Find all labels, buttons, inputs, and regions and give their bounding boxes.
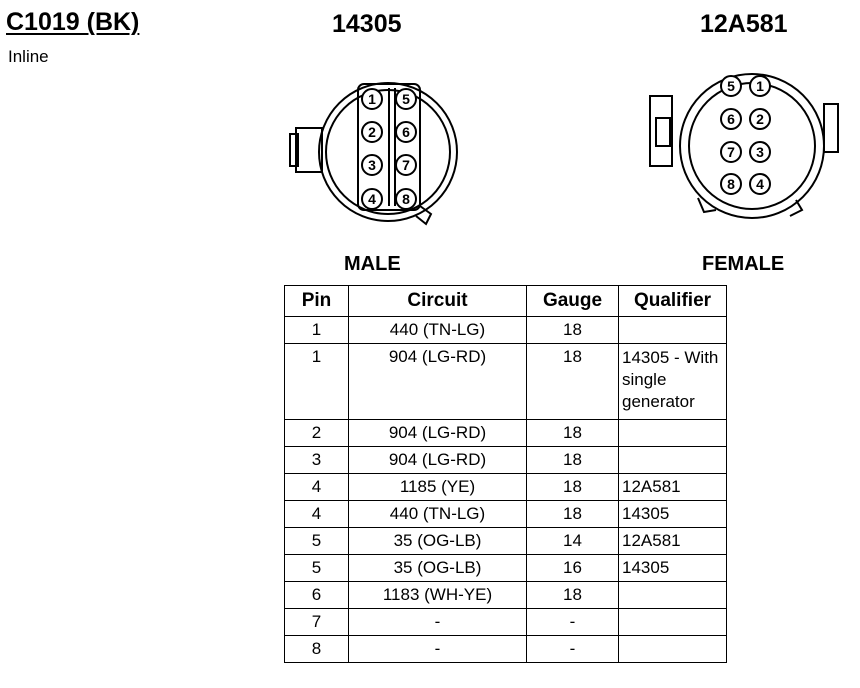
gauge-cell: 18: [527, 501, 619, 528]
qualifier-cell: 12A581: [619, 528, 727, 555]
circuit-cell: 904 (LG-RD): [349, 447, 527, 474]
male-pin-number: 7: [402, 157, 410, 173]
male-pin-number: 2: [368, 124, 376, 140]
qualifier-cell: 14305 - With single generator: [619, 344, 727, 420]
table-row: [285, 528, 727, 555]
table-row: [285, 582, 727, 609]
gauge-cell: 14: [527, 528, 619, 555]
pin-cell: 4: [285, 501, 349, 528]
gauge-cell: 18: [527, 582, 619, 609]
circuit-cell: 904 (LG-RD): [349, 420, 527, 447]
pinout-table: [284, 285, 727, 663]
gauge-cell: 18: [527, 474, 619, 501]
table-header-row: [285, 286, 727, 317]
female-pin-number: 3: [756, 144, 764, 160]
male-pin-number: 6: [402, 124, 410, 140]
qualifier-cell: 14305: [619, 555, 727, 582]
qualifier-cell: [619, 447, 727, 474]
qualifier-cell: 12A581: [619, 474, 727, 501]
table-row: [285, 555, 727, 582]
pin-cell: 7: [285, 609, 349, 636]
female-part-number: 12A581: [700, 10, 788, 38]
gauge-cell: 16: [527, 555, 619, 582]
circuit-cell: 35 (OG-LB): [349, 528, 527, 555]
qualifier-cell: [619, 317, 727, 344]
male-pin-number: 8: [402, 191, 410, 207]
female-pin-number: 8: [727, 176, 735, 192]
pin-cell: 5: [285, 555, 349, 582]
circuit-cell: 1183 (WH-YE): [349, 582, 527, 609]
female-pin-number: 5: [727, 78, 735, 94]
circuit-cell: 904 (LG-RD): [349, 344, 527, 420]
table-row: [285, 609, 727, 636]
pin-cell: 1: [285, 344, 349, 420]
pin-cell: 4: [285, 474, 349, 501]
header-gauge: Gauge: [527, 286, 619, 317]
connector-location: Inline: [8, 47, 49, 66]
female-connector-diagram: [646, 60, 846, 230]
female-pin-number: 1: [756, 78, 764, 94]
table-row: [285, 317, 727, 344]
circuit-cell: 35 (OG-LB): [349, 555, 527, 582]
table-row: [285, 447, 727, 474]
pin-cell: 2: [285, 420, 349, 447]
male-pin-number: 4: [368, 191, 376, 207]
circuit-cell: 440 (TN-LG): [349, 317, 527, 344]
header-pin: Pin: [285, 286, 349, 317]
female-pin-number: 6: [727, 111, 735, 127]
table-row: [285, 501, 727, 528]
female-pin-number: 7: [727, 144, 735, 160]
female-pin-number: 2: [756, 111, 764, 127]
pin-cell: 8: [285, 636, 349, 663]
male-label: MALE: [344, 253, 401, 275]
qualifier-cell: [619, 420, 727, 447]
header-qualifier: Qualifier: [619, 286, 727, 317]
table-row: [285, 636, 727, 663]
table-row: [285, 420, 727, 447]
qualifier-cell: [619, 636, 727, 663]
female-latch-window: [656, 118, 670, 146]
gauge-cell: 18: [527, 317, 619, 344]
pin-cell: 1: [285, 317, 349, 344]
female-key-left: [698, 198, 716, 212]
gauge-cell: 18: [527, 344, 619, 420]
qualifier-cell: 14305: [619, 501, 727, 528]
circuit-cell: 440 (TN-LG): [349, 501, 527, 528]
female-label: FEMALE: [702, 253, 785, 275]
gauge-cell: 18: [527, 447, 619, 474]
gauge-cell: 18: [527, 420, 619, 447]
pin-cell: 6: [285, 582, 349, 609]
female-pin-number: 4: [756, 176, 764, 192]
female-right-tab: [824, 104, 838, 152]
table-row: [285, 344, 727, 420]
circuit-cell: -: [349, 609, 527, 636]
qualifier-cell: [619, 582, 727, 609]
connector-id: C1019 (BK): [6, 8, 140, 36]
gauge-cell: -: [527, 636, 619, 663]
male-pin-number: 5: [402, 91, 410, 107]
table-row: [285, 474, 727, 501]
qualifier-cell: [619, 609, 727, 636]
pin-cell: 3: [285, 447, 349, 474]
pin-cell: 5: [285, 528, 349, 555]
header-circuit: Circuit: [349, 286, 527, 317]
circuit-cell: -: [349, 636, 527, 663]
female-latch: [650, 96, 672, 166]
male-part-number: 14305: [332, 10, 402, 38]
male-pin-number: 3: [368, 157, 376, 173]
male-pin-number: 1: [368, 91, 376, 107]
gauge-cell: -: [527, 609, 619, 636]
male-connector-diagram: [284, 68, 474, 228]
circuit-cell: 1185 (YE): [349, 474, 527, 501]
